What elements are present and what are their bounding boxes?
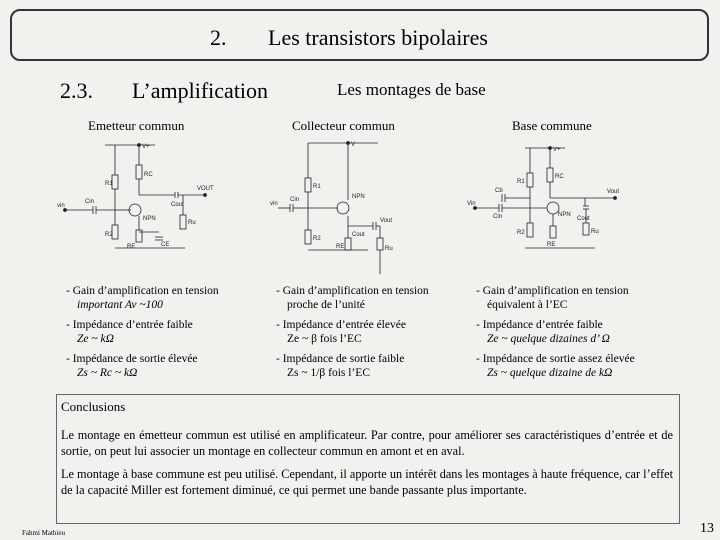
label-vin: vin xyxy=(57,203,65,209)
conclusions-title: Conclusions xyxy=(61,399,126,414)
label-r1: R1 xyxy=(517,179,525,185)
heading-emetteur-commun: Emetteur commun xyxy=(88,118,185,133)
label-cin: Cin xyxy=(493,214,503,220)
collecteur-commun-bullets xyxy=(276,284,476,386)
bullet-input-impedance: - Impédance d’entrée faible Ze ~ quelque dizaines d’ Ω xyxy=(476,319,610,345)
base-commune-bullets xyxy=(476,284,686,386)
label-cout: Cout xyxy=(352,232,365,238)
common-emitter-schematic xyxy=(55,140,225,255)
label-cout: Cout xyxy=(577,216,590,222)
label-vout: Vout xyxy=(607,189,620,195)
label-npn: NPN xyxy=(558,212,571,218)
title-number: 2. xyxy=(210,25,227,50)
conclusions-box xyxy=(56,394,680,524)
common-base-schematic xyxy=(465,138,645,258)
title-text: Les transistors bipolaires xyxy=(268,25,488,50)
emetteur-commun-bullets xyxy=(66,284,266,386)
label-r2: R2 xyxy=(517,230,525,236)
label-re: RE xyxy=(336,244,345,250)
label-vin: Vin xyxy=(467,201,476,207)
label-r2: R2 xyxy=(313,236,321,242)
bullet-input-impedance: - Impédance d’entrée faible Ze ~ kΩ xyxy=(66,319,193,345)
label-ru: Ru xyxy=(188,220,196,226)
label-rc: RC xyxy=(555,174,564,180)
label-vplus: V+ xyxy=(142,144,150,150)
label-ru: Ru xyxy=(385,246,393,252)
label-ru: Ru xyxy=(591,229,599,235)
section-title: L’amplification xyxy=(132,78,269,103)
bullet-gain: - Gain d’amplification en tension proche de l’unité xyxy=(276,285,429,311)
section-number: 2.3. xyxy=(60,78,93,103)
bullet-output-impedance: - Impédance de sortie assez élevée Zs ~ quelque dizaine de kΩ xyxy=(476,353,635,379)
label-vplus: V+ xyxy=(553,147,561,153)
common-collector-schematic xyxy=(268,138,418,278)
label-ce: CE xyxy=(161,242,170,248)
label-v: V xyxy=(351,142,356,148)
label-cout: Cout xyxy=(171,202,184,208)
label-re: RE xyxy=(127,244,136,250)
label-re: RE xyxy=(547,242,556,248)
footer-author: Fahmi Mathieu xyxy=(22,529,65,537)
bullet-gain: - Gain d’amplification en tension équivalent à l’EC xyxy=(476,285,629,311)
label-cin: Cin xyxy=(290,197,300,203)
label-vout: Vout xyxy=(380,218,393,224)
label-cb: Cb xyxy=(495,188,503,194)
bullet-output-impedance: - Impédance de sortie élevée Zs ~ Rc ~ kΩ xyxy=(66,353,198,379)
label-r1: R1 xyxy=(105,181,113,187)
label-vin: vin xyxy=(270,201,278,207)
label-npn: NPN xyxy=(143,216,156,222)
conclusion-paragraph-1: Le montage en émetteur commun est utilisé en amplificateur. Par contre, pour améliorer ses caractéristiques d’entrée et de sortie, on peut lui associer un montage en collecteur commun en amont et en aval. xyxy=(61,428,673,458)
label-npn: NPN xyxy=(352,194,365,200)
bullet-gain: - Gain d’amplification en tension important Av ~100 xyxy=(66,285,219,311)
heading-base-commune: Base commune xyxy=(512,118,592,133)
label-vout: VOUT xyxy=(197,186,214,192)
label-cin: Cin xyxy=(85,199,95,205)
label-rc: RC xyxy=(144,172,153,178)
label-r2: R2 xyxy=(105,232,113,238)
section-subtitle: Les montages de base xyxy=(337,80,486,99)
bullet-input-impedance: - Impédance d’entrée élevée Ze ~ β fois l’EC xyxy=(276,319,406,345)
bullet-output-impedance: - Impédance de sortie faible Zs ~ 1/β fois l’EC xyxy=(276,353,405,379)
page-number: 13 xyxy=(700,521,714,536)
conclusion-paragraph-2: Le montage à base commune est peu utilisé. Cependant, il apporte un intérêt dans les montages à haute fréquence, car l’effet de la capacité Miller est fortement diminué, ce qui permet une bande passante plus importante. xyxy=(61,467,673,497)
heading-collecteur-commun: Collecteur commun xyxy=(292,118,395,133)
label-r1: R1 xyxy=(313,184,321,190)
